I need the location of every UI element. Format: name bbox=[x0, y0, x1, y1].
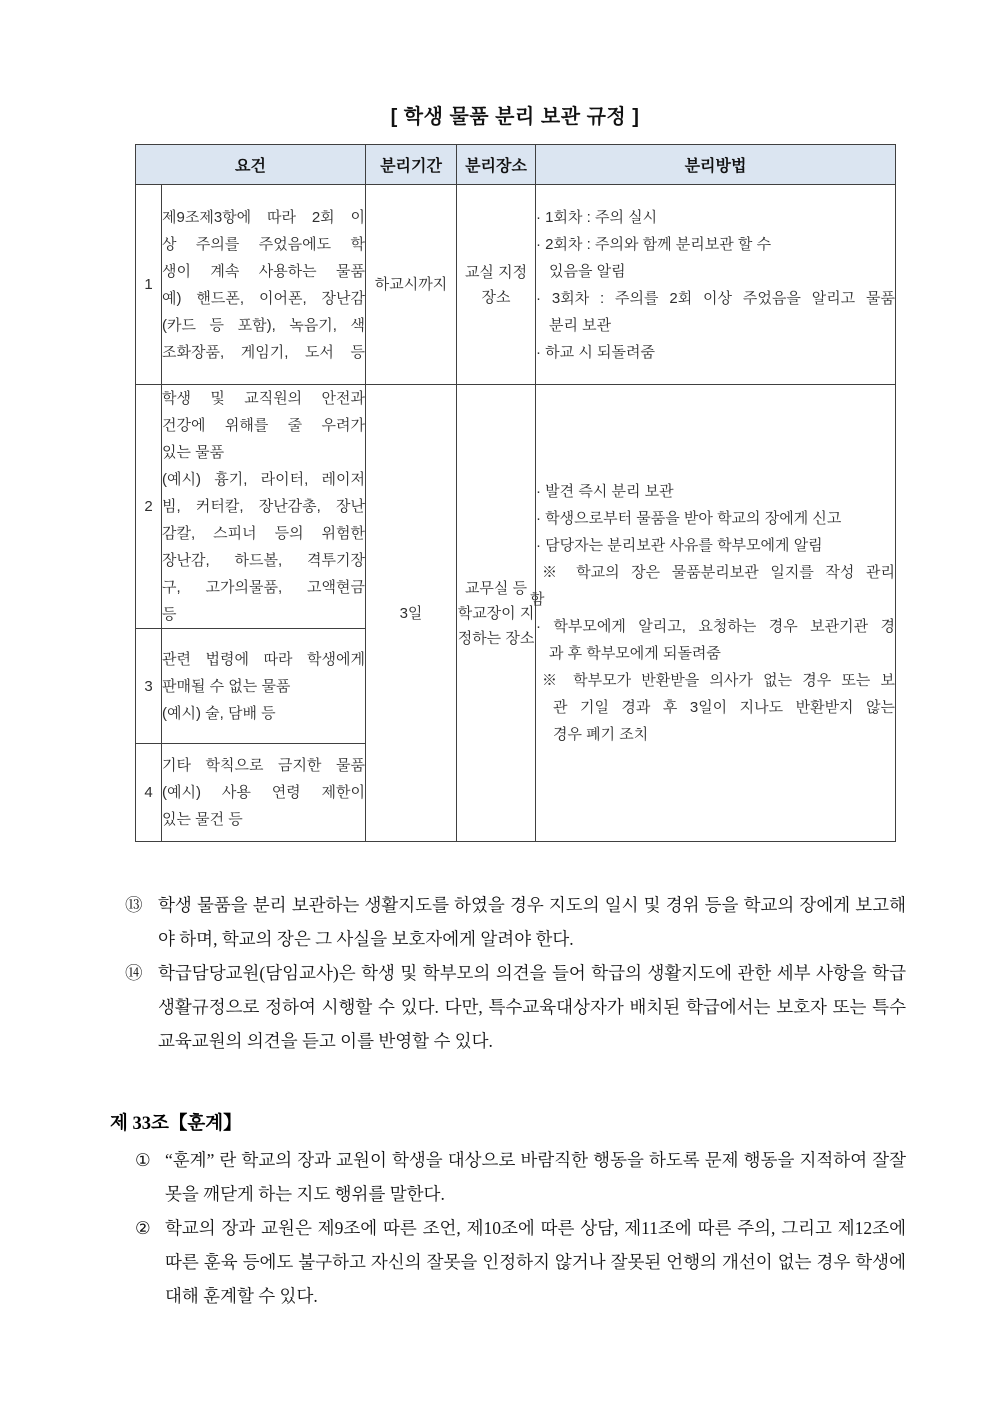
row-3-requirement bbox=[162, 629, 366, 744]
header-separation-method: 분리방법 bbox=[536, 145, 896, 185]
text-line: · 학부모에게 알리고, 요청하는 경우 보관기관 경 bbox=[536, 618, 896, 635]
text-line: 건강에 위해를 줄 우려가 bbox=[162, 417, 366, 434]
row-2-requirement bbox=[162, 385, 366, 629]
clause-14 bbox=[125, 956, 906, 1058]
text-line: · 하교 시 되돌려줌 bbox=[536, 343, 655, 361]
rows-2-4-period: 3일 bbox=[366, 385, 457, 842]
text-line: · 2회차 : 주의와 함께 분리보관 할 수 bbox=[536, 235, 772, 253]
text-line: 구, 고가의물품, 고액현금 bbox=[162, 579, 366, 596]
clauses-section bbox=[110, 888, 906, 1313]
header-requirement: 요건 bbox=[136, 145, 366, 185]
table-row-1 bbox=[136, 185, 896, 385]
text-line: 있는 물건 등 bbox=[162, 811, 243, 828]
clause-14-text: 학급담당교원(담임교사)은 학생 및 학부모의 의견을 들어 학급의 생활지도에 관한 세부 사항을 학급생활규정으로 정하여 시행할 수 있다. 다만, 특수교육대상자가 배치된 학급에서는 보호자 또는 특수교육교원의 의견을 듣고 이를 반영할 수 있다. bbox=[158, 963, 906, 1051]
row-1-period: 하교시까지 bbox=[366, 185, 457, 385]
row-1-place: 교실 지정 장소 bbox=[457, 185, 536, 385]
text-line: · 1회차 : 주의 실시 bbox=[536, 208, 658, 226]
text-line: 판매될 수 없는 물품 bbox=[162, 677, 291, 695]
rows-2-4-method bbox=[530, 385, 896, 842]
article-33-items bbox=[110, 1143, 906, 1313]
text-line: (예시) 흉기, 라이터, 레이저 bbox=[162, 471, 366, 488]
row-1-method bbox=[536, 185, 896, 385]
clause-13 bbox=[125, 888, 906, 956]
row-3-number: 3 bbox=[136, 629, 162, 744]
header-separation-place: 분리장소 bbox=[457, 145, 536, 185]
text-line: 관련 법령에 따라 학생에게 bbox=[162, 650, 366, 668]
header-separation-period: 분리기간 bbox=[366, 145, 457, 185]
clause-14-number: ⑭ bbox=[125, 963, 143, 983]
text-line: · 발견 즉시 분리 보관 bbox=[536, 483, 674, 500]
text-line: 등 bbox=[162, 606, 177, 623]
text-line: ※ 학부모가 반환받을 의사가 없는 경우 또는 보 bbox=[542, 672, 896, 689]
text-line: 예) 핸드폰, 이어폰, 장난감 bbox=[162, 289, 366, 307]
text-line: 관 기일 경과 후 3일이 지나도 반환받지 않는 bbox=[553, 699, 896, 716]
rows-2-4-place: 교무실 등 학교장이 지정하는 장소 bbox=[457, 385, 536, 842]
text-line: 장난감, 하드볼, 격투기장 bbox=[162, 552, 366, 569]
text-line: 경우 폐기 조치 bbox=[553, 726, 649, 743]
article-33-item-1 bbox=[135, 1143, 906, 1211]
text-line: (예시) 술, 담배 등 bbox=[162, 704, 276, 722]
text-line: ※ 학교의 장은 물품분리보관 일지를 작성 관리 bbox=[542, 564, 896, 581]
text-line: 분리 보관 bbox=[549, 316, 612, 334]
row-4-requirement bbox=[162, 744, 366, 842]
text-line: 기타 학칙으로 금지한 물품 bbox=[162, 757, 366, 774]
text-line: 빔, 커터칼, 장난감총, 장난 bbox=[162, 498, 366, 515]
text-line: 함 bbox=[530, 591, 545, 608]
text-line: 있는 물품 bbox=[162, 444, 225, 461]
table-row-2 bbox=[136, 385, 896, 629]
text-line: 상 주의를 주었음에도 학 bbox=[162, 235, 366, 253]
article-33-item-2-text: 학교의 장과 교원은 제9조에 따른 조언, 제10조에 따른 상담, 제11조에 따른 주의, 그리고 제12조에 따른 훈육 등에도 불구하고 자신의 잘못을 인정하지 않거나 잘못된 언행의 개선이 없는 경우 학생에 대해 훈계할 수 있다. bbox=[165, 1218, 906, 1306]
document-title: [ 학생 물품 분리 보관 규정 ] bbox=[390, 106, 640, 128]
row-1-requirement bbox=[162, 185, 366, 385]
text-line: 조화장품, 게임기, 도서 등 bbox=[162, 343, 366, 361]
text-line: 생이 계속 사용하는 물품 bbox=[162, 262, 366, 280]
article-33-item-2 bbox=[135, 1211, 906, 1313]
text-line: 있음을 알림 bbox=[549, 262, 626, 280]
table-header-row bbox=[136, 145, 896, 185]
clause-13-text: 학생 물품을 분리 보관하는 생활지도를 하였을 경우 지도의 일시 및 경위 등을 학교의 장에게 보고해야 하며, 학교의 장은 그 사실을 보호자에게 알려야 한다. bbox=[158, 895, 906, 949]
article-33-item-1-text: “훈계” 란 학교의 장과 교원이 학생을 대상으로 바람직한 행동을 하도록 문제 행동을 지적하여 잘잘못을 깨닫게 하는 지도 행위를 말한다. bbox=[165, 1150, 906, 1204]
text-line: (예시) 사용 연령 제한이 bbox=[162, 784, 366, 801]
clause-13-number: ⑬ bbox=[125, 895, 143, 915]
row-4-number: 4 bbox=[136, 744, 162, 842]
text-line: 제9조제3항에 따라 2회 이 bbox=[162, 208, 366, 226]
text-line: (카드 등 포함), 녹음기, 색 bbox=[162, 316, 366, 334]
row-2-number: 2 bbox=[136, 385, 162, 629]
storage-rules-table bbox=[135, 144, 896, 842]
text-line: · 3회차 : 주의를 2회 이상 주었음을 알리고 물품 bbox=[536, 289, 896, 307]
text-line: · 학생으로부터 물품을 받아 학교의 장에게 신고 bbox=[536, 510, 842, 527]
article-33-item-1-number: ① bbox=[135, 1150, 151, 1170]
row-1-number: 1 bbox=[136, 185, 162, 385]
article-33-heading: 제 33조【훈계】 bbox=[110, 1114, 242, 1134]
text-line: 학생 및 교직원의 안전과 bbox=[162, 390, 366, 407]
text-line: 감칼, 스피너 등의 위험한 bbox=[162, 525, 366, 542]
article-33-item-2-number: ② bbox=[135, 1218, 151, 1238]
text-line: 과 후 학부모에게 되돌려줌 bbox=[549, 645, 721, 662]
text-line: · 담당자는 분리보관 사유를 학부모에게 알림 bbox=[536, 537, 823, 554]
